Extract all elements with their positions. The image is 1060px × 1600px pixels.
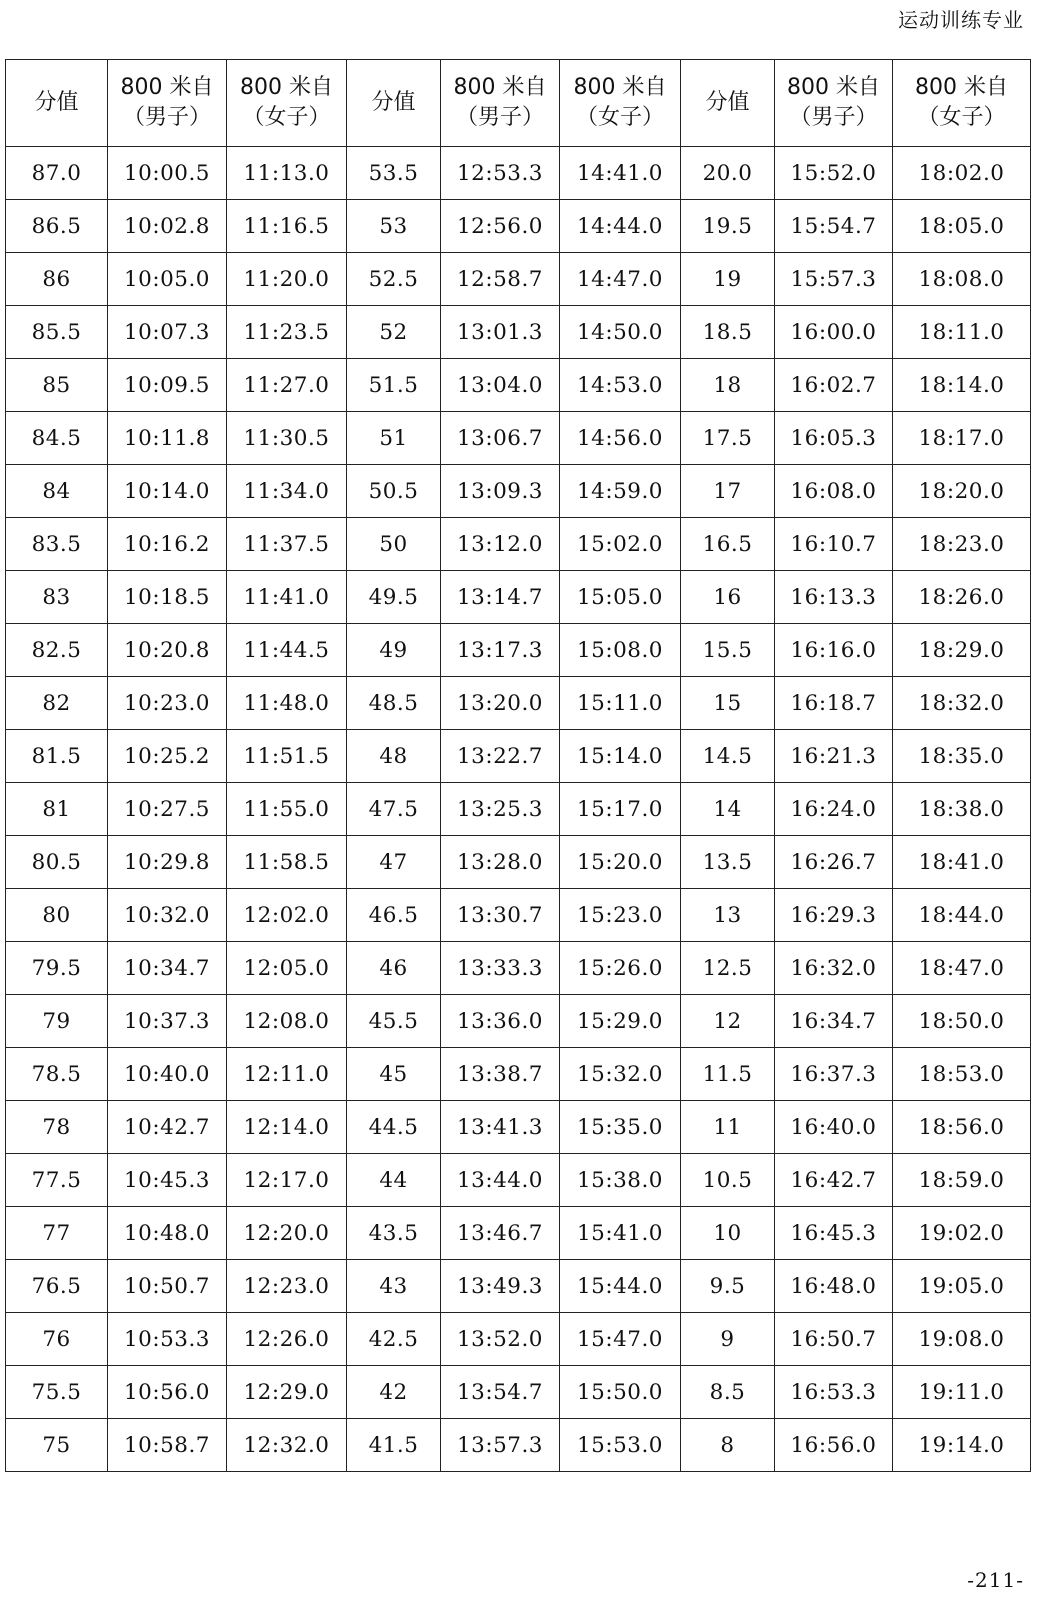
time-cell: 16:32.0 bbox=[775, 942, 893, 995]
score-cell: 12 bbox=[681, 995, 775, 1048]
score-cell: 9.5 bbox=[681, 1260, 775, 1313]
time-cell: 18:38.0 bbox=[893, 783, 1031, 836]
time-cell: 11:34.0 bbox=[227, 465, 347, 518]
time-cell: 12:56.0 bbox=[441, 200, 560, 253]
time-cell: 10:25.2 bbox=[108, 730, 227, 783]
time-cell: 10:20.8 bbox=[108, 624, 227, 677]
score-cell: 17.5 bbox=[681, 412, 775, 465]
page-number: -211- bbox=[967, 1568, 1024, 1592]
table-row bbox=[6, 465, 1031, 518]
time-cell: 15:26.0 bbox=[560, 942, 681, 995]
time-cell: 19:08.0 bbox=[893, 1313, 1031, 1366]
time-cell: 16:16.0 bbox=[775, 624, 893, 677]
time-cell: 10:23.0 bbox=[108, 677, 227, 730]
score-cell: 11 bbox=[681, 1101, 775, 1154]
score-cell: 44 bbox=[347, 1154, 441, 1207]
time-cell: 19:14.0 bbox=[893, 1419, 1031, 1472]
time-cell: 14:47.0 bbox=[560, 253, 681, 306]
time-cell: 14:56.0 bbox=[560, 412, 681, 465]
time-cell: 11:51.5 bbox=[227, 730, 347, 783]
time-cell: 10:09.5 bbox=[108, 359, 227, 412]
time-cell: 12:14.0 bbox=[227, 1101, 347, 1154]
score-cell: 15.5 bbox=[681, 624, 775, 677]
time-cell: 11:30.5 bbox=[227, 412, 347, 465]
table-row bbox=[6, 995, 1031, 1048]
score-cell: 80.5 bbox=[6, 836, 108, 889]
time-cell: 15:29.0 bbox=[560, 995, 681, 1048]
score-cell: 51 bbox=[347, 412, 441, 465]
score-cell: 77 bbox=[6, 1207, 108, 1260]
time-cell: 16:42.7 bbox=[775, 1154, 893, 1207]
time-cell: 13:04.0 bbox=[441, 359, 560, 412]
running-header-section-title: 运动训练专业 bbox=[898, 8, 1024, 32]
time-cell: 15:14.0 bbox=[560, 730, 681, 783]
column-header-line1: 800 米自 bbox=[120, 75, 214, 100]
score-cell: 16.5 bbox=[681, 518, 775, 571]
time-cell: 10:37.3 bbox=[108, 995, 227, 1048]
time-cell: 18:05.0 bbox=[893, 200, 1031, 253]
time-cell: 13:09.3 bbox=[441, 465, 560, 518]
column-header-line1: 800 米自 bbox=[787, 75, 880, 100]
time-cell: 16:37.3 bbox=[775, 1048, 893, 1101]
time-cell: 15:47.0 bbox=[560, 1313, 681, 1366]
score-cell: 13.5 bbox=[681, 836, 775, 889]
score-cell: 13 bbox=[681, 889, 775, 942]
time-cell: 18:11.0 bbox=[893, 306, 1031, 359]
score-cell: 44.5 bbox=[347, 1101, 441, 1154]
time-cell: 12:02.0 bbox=[227, 889, 347, 942]
score-cell: 87.0 bbox=[6, 147, 108, 200]
score-cell: 78.5 bbox=[6, 1048, 108, 1101]
time-cell: 12:58.7 bbox=[441, 253, 560, 306]
time-cell: 18:26.0 bbox=[893, 571, 1031, 624]
time-cell: 13:22.7 bbox=[441, 730, 560, 783]
score-cell: 46 bbox=[347, 942, 441, 995]
time-cell: 15:41.0 bbox=[560, 1207, 681, 1260]
time-cell: 16:24.0 bbox=[775, 783, 893, 836]
score-cell: 18.5 bbox=[681, 306, 775, 359]
time-cell: 12:32.0 bbox=[227, 1419, 347, 1472]
time-cell: 18:59.0 bbox=[893, 1154, 1031, 1207]
score-cell: 8.5 bbox=[681, 1366, 775, 1419]
table-row bbox=[6, 730, 1031, 783]
time-cell: 13:57.3 bbox=[441, 1419, 560, 1472]
time-cell: 16:02.7 bbox=[775, 359, 893, 412]
time-cell: 13:14.7 bbox=[441, 571, 560, 624]
column-header-line2: （女子） bbox=[575, 105, 664, 130]
score-cell: 50 bbox=[347, 518, 441, 571]
time-cell: 10:05.0 bbox=[108, 253, 227, 306]
time-cell: 12:53.3 bbox=[441, 147, 560, 200]
time-cell: 13:38.7 bbox=[441, 1048, 560, 1101]
time-cell: 15:54.7 bbox=[775, 200, 893, 253]
time-cell: 10:42.7 bbox=[108, 1101, 227, 1154]
time-cell: 18:29.0 bbox=[893, 624, 1031, 677]
time-cell: 15:23.0 bbox=[560, 889, 681, 942]
column-header bbox=[227, 60, 347, 147]
score-cell: 19.5 bbox=[681, 200, 775, 253]
time-cell: 19:11.0 bbox=[893, 1366, 1031, 1419]
time-cell: 10:45.3 bbox=[108, 1154, 227, 1207]
time-cell: 18:35.0 bbox=[893, 730, 1031, 783]
column-header bbox=[893, 60, 1031, 147]
column-header-line1: 800 米自 bbox=[573, 75, 667, 100]
time-cell: 10:18.5 bbox=[108, 571, 227, 624]
score-cell: 79.5 bbox=[6, 942, 108, 995]
score-cell: 42 bbox=[347, 1366, 441, 1419]
time-cell: 16:13.3 bbox=[775, 571, 893, 624]
time-cell: 16:45.3 bbox=[775, 1207, 893, 1260]
time-cell: 13:54.7 bbox=[441, 1366, 560, 1419]
time-cell: 15:08.0 bbox=[560, 624, 681, 677]
score-cell: 17 bbox=[681, 465, 775, 518]
time-cell: 10:56.0 bbox=[108, 1366, 227, 1419]
column-header bbox=[6, 60, 108, 147]
time-cell: 16:00.0 bbox=[775, 306, 893, 359]
column-header bbox=[441, 60, 560, 147]
score-cell: 79 bbox=[6, 995, 108, 1048]
time-cell: 13:46.7 bbox=[441, 1207, 560, 1260]
score-cell: 43 bbox=[347, 1260, 441, 1313]
table-row bbox=[6, 942, 1031, 995]
time-cell: 14:50.0 bbox=[560, 306, 681, 359]
table-row bbox=[6, 571, 1031, 624]
table-row bbox=[6, 1101, 1031, 1154]
time-cell: 19:02.0 bbox=[893, 1207, 1031, 1260]
time-cell: 18:50.0 bbox=[893, 995, 1031, 1048]
score-cell: 42.5 bbox=[347, 1313, 441, 1366]
time-cell: 18:02.0 bbox=[893, 147, 1031, 200]
score-cell: 49 bbox=[347, 624, 441, 677]
time-cell: 11:44.5 bbox=[227, 624, 347, 677]
score-cell: 20.0 bbox=[681, 147, 775, 200]
table-row bbox=[6, 677, 1031, 730]
table-row bbox=[6, 1419, 1031, 1472]
score-cell: 86 bbox=[6, 253, 108, 306]
time-cell: 18:32.0 bbox=[893, 677, 1031, 730]
time-cell: 11:13.0 bbox=[227, 147, 347, 200]
score-cell: 9 bbox=[681, 1313, 775, 1366]
column-header-line2: （男子） bbox=[789, 105, 878, 130]
time-cell: 13:20.0 bbox=[441, 677, 560, 730]
table-row bbox=[6, 1313, 1031, 1366]
column-header-line2: （男子） bbox=[122, 105, 211, 130]
score-cell: 19 bbox=[681, 253, 775, 306]
table-header-row bbox=[6, 60, 1031, 147]
time-cell: 18:47.0 bbox=[893, 942, 1031, 995]
score-cell: 43.5 bbox=[347, 1207, 441, 1260]
table-row bbox=[6, 1154, 1031, 1207]
score-cell: 49.5 bbox=[347, 571, 441, 624]
column-header-line2: （女子） bbox=[917, 105, 1006, 130]
time-cell: 15:32.0 bbox=[560, 1048, 681, 1101]
time-cell: 18:08.0 bbox=[893, 253, 1031, 306]
time-cell: 16:10.7 bbox=[775, 518, 893, 571]
column-header bbox=[108, 60, 227, 147]
time-cell: 13:17.3 bbox=[441, 624, 560, 677]
column-header bbox=[560, 60, 681, 147]
time-cell: 11:16.5 bbox=[227, 200, 347, 253]
time-cell: 12:17.0 bbox=[227, 1154, 347, 1207]
time-cell: 13:25.3 bbox=[441, 783, 560, 836]
time-cell: 15:50.0 bbox=[560, 1366, 681, 1419]
time-cell: 13:06.7 bbox=[441, 412, 560, 465]
column-header-line1: 分值 bbox=[371, 90, 416, 115]
time-cell: 10:02.8 bbox=[108, 200, 227, 253]
time-cell: 13:52.0 bbox=[441, 1313, 560, 1366]
time-cell: 14:53.0 bbox=[560, 359, 681, 412]
table-body bbox=[6, 147, 1031, 1472]
time-cell: 15:57.3 bbox=[775, 253, 893, 306]
table-row bbox=[6, 359, 1031, 412]
time-cell: 16:26.7 bbox=[775, 836, 893, 889]
time-cell: 18:44.0 bbox=[893, 889, 1031, 942]
score-cell: 14.5 bbox=[681, 730, 775, 783]
time-cell: 13:49.3 bbox=[441, 1260, 560, 1313]
table-row bbox=[6, 518, 1031, 571]
score-cell: 15 bbox=[681, 677, 775, 730]
time-cell: 13:33.3 bbox=[441, 942, 560, 995]
time-cell: 11:37.5 bbox=[227, 518, 347, 571]
column-header-line1: 800 米自 bbox=[915, 75, 1008, 100]
time-cell: 13:28.0 bbox=[441, 836, 560, 889]
score-cell: 14 bbox=[681, 783, 775, 836]
table-row bbox=[6, 1207, 1031, 1260]
time-cell: 16:40.0 bbox=[775, 1101, 893, 1154]
time-cell: 15:05.0 bbox=[560, 571, 681, 624]
column-header-line1: 分值 bbox=[705, 90, 750, 115]
score-cell: 18 bbox=[681, 359, 775, 412]
score-cell: 86.5 bbox=[6, 200, 108, 253]
score-cell: 11.5 bbox=[681, 1048, 775, 1101]
table-row bbox=[6, 200, 1031, 253]
time-cell: 13:36.0 bbox=[441, 995, 560, 1048]
time-cell: 16:29.3 bbox=[775, 889, 893, 942]
time-cell: 15:38.0 bbox=[560, 1154, 681, 1207]
score-cell: 10.5 bbox=[681, 1154, 775, 1207]
time-cell: 18:20.0 bbox=[893, 465, 1031, 518]
score-cell: 10 bbox=[681, 1207, 775, 1260]
time-cell: 15:35.0 bbox=[560, 1101, 681, 1154]
time-cell: 14:59.0 bbox=[560, 465, 681, 518]
time-cell: 12:11.0 bbox=[227, 1048, 347, 1101]
score-cell: 52 bbox=[347, 306, 441, 359]
time-cell: 18:14.0 bbox=[893, 359, 1031, 412]
time-cell: 10:48.0 bbox=[108, 1207, 227, 1260]
time-cell: 15:20.0 bbox=[560, 836, 681, 889]
score-cell: 84 bbox=[6, 465, 108, 518]
time-cell: 13:01.3 bbox=[441, 306, 560, 359]
time-cell: 15:52.0 bbox=[775, 147, 893, 200]
score-cell: 81.5 bbox=[6, 730, 108, 783]
column-header-line2: （男子） bbox=[455, 105, 544, 130]
column-header-line1: 分值 bbox=[34, 90, 79, 115]
time-cell: 11:23.5 bbox=[227, 306, 347, 359]
time-cell: 15:11.0 bbox=[560, 677, 681, 730]
time-cell: 10:58.7 bbox=[108, 1419, 227, 1472]
score-cell: 8 bbox=[681, 1419, 775, 1472]
time-cell: 11:55.0 bbox=[227, 783, 347, 836]
time-cell: 16:34.7 bbox=[775, 995, 893, 1048]
time-cell: 11:41.0 bbox=[227, 571, 347, 624]
column-header bbox=[347, 60, 441, 147]
score-cell: 53.5 bbox=[347, 147, 441, 200]
table-row bbox=[6, 306, 1031, 359]
score-cell: 47 bbox=[347, 836, 441, 889]
score-cell: 76 bbox=[6, 1313, 108, 1366]
score-cell: 48.5 bbox=[347, 677, 441, 730]
time-cell: 10:11.8 bbox=[108, 412, 227, 465]
column-header-line2: （女子） bbox=[242, 105, 331, 130]
time-cell: 16:56.0 bbox=[775, 1419, 893, 1472]
time-cell: 15:17.0 bbox=[560, 783, 681, 836]
score-cell: 51.5 bbox=[347, 359, 441, 412]
table-row bbox=[6, 836, 1031, 889]
time-cell: 16:48.0 bbox=[775, 1260, 893, 1313]
score-cell: 53 bbox=[347, 200, 441, 253]
time-cell: 10:00.5 bbox=[108, 147, 227, 200]
time-cell: 12:23.0 bbox=[227, 1260, 347, 1313]
time-cell: 16:53.3 bbox=[775, 1366, 893, 1419]
time-cell: 10:27.5 bbox=[108, 783, 227, 836]
time-cell: 13:41.3 bbox=[441, 1101, 560, 1154]
time-cell: 18:56.0 bbox=[893, 1101, 1031, 1154]
table-row bbox=[6, 1260, 1031, 1313]
score-cell: 16 bbox=[681, 571, 775, 624]
time-cell: 10:07.3 bbox=[108, 306, 227, 359]
table-row bbox=[6, 889, 1031, 942]
score-cell: 45.5 bbox=[347, 995, 441, 1048]
score-cell: 48 bbox=[347, 730, 441, 783]
time-cell: 13:44.0 bbox=[441, 1154, 560, 1207]
time-cell: 10:53.3 bbox=[108, 1313, 227, 1366]
time-cell: 11:48.0 bbox=[227, 677, 347, 730]
score-cell: 80 bbox=[6, 889, 108, 942]
table-row bbox=[6, 1366, 1031, 1419]
score-cell: 12.5 bbox=[681, 942, 775, 995]
time-cell: 14:44.0 bbox=[560, 200, 681, 253]
time-cell: 18:41.0 bbox=[893, 836, 1031, 889]
time-cell: 13:30.7 bbox=[441, 889, 560, 942]
score-cell: 52.5 bbox=[347, 253, 441, 306]
score-cell: 41.5 bbox=[347, 1419, 441, 1472]
time-cell: 12:26.0 bbox=[227, 1313, 347, 1366]
time-cell: 19:05.0 bbox=[893, 1260, 1031, 1313]
column-header-line1: 800 米自 bbox=[453, 75, 547, 100]
column-header-line1: 800 米自 bbox=[240, 75, 333, 100]
time-cell: 12:08.0 bbox=[227, 995, 347, 1048]
time-cell: 16:18.7 bbox=[775, 677, 893, 730]
time-cell: 12:20.0 bbox=[227, 1207, 347, 1260]
column-header bbox=[775, 60, 893, 147]
time-cell: 15:02.0 bbox=[560, 518, 681, 571]
score-cell: 47.5 bbox=[347, 783, 441, 836]
time-cell: 10:40.0 bbox=[108, 1048, 227, 1101]
score-cell: 85.5 bbox=[6, 306, 108, 359]
time-cell: 12:29.0 bbox=[227, 1366, 347, 1419]
score-cell: 83 bbox=[6, 571, 108, 624]
table-row bbox=[6, 147, 1031, 200]
score-cell: 50.5 bbox=[347, 465, 441, 518]
time-cell: 14:41.0 bbox=[560, 147, 681, 200]
table-row bbox=[6, 783, 1031, 836]
time-cell: 16:21.3 bbox=[775, 730, 893, 783]
score-table bbox=[5, 59, 1031, 1472]
table-row bbox=[6, 1048, 1031, 1101]
score-cell: 45 bbox=[347, 1048, 441, 1101]
score-cell: 81 bbox=[6, 783, 108, 836]
time-cell: 10:29.8 bbox=[108, 836, 227, 889]
time-cell: 13:12.0 bbox=[441, 518, 560, 571]
score-cell: 75 bbox=[6, 1419, 108, 1472]
score-cell: 75.5 bbox=[6, 1366, 108, 1419]
score-cell: 83.5 bbox=[6, 518, 108, 571]
time-cell: 18:23.0 bbox=[893, 518, 1031, 571]
table-row bbox=[6, 412, 1031, 465]
time-cell: 10:34.7 bbox=[108, 942, 227, 995]
score-cell: 77.5 bbox=[6, 1154, 108, 1207]
time-cell: 16:05.3 bbox=[775, 412, 893, 465]
time-cell: 10:32.0 bbox=[108, 889, 227, 942]
table-row bbox=[6, 253, 1031, 306]
time-cell: 11:20.0 bbox=[227, 253, 347, 306]
time-cell: 15:44.0 bbox=[560, 1260, 681, 1313]
time-cell: 16:08.0 bbox=[775, 465, 893, 518]
time-cell: 11:58.5 bbox=[227, 836, 347, 889]
time-cell: 15:53.0 bbox=[560, 1419, 681, 1472]
time-cell: 10:16.2 bbox=[108, 518, 227, 571]
score-cell: 82.5 bbox=[6, 624, 108, 677]
time-cell: 18:53.0 bbox=[893, 1048, 1031, 1101]
score-cell: 82 bbox=[6, 677, 108, 730]
time-cell: 18:17.0 bbox=[893, 412, 1031, 465]
score-cell: 85 bbox=[6, 359, 108, 412]
score-cell: 78 bbox=[6, 1101, 108, 1154]
time-cell: 12:05.0 bbox=[227, 942, 347, 995]
time-cell: 11:27.0 bbox=[227, 359, 347, 412]
score-cell: 84.5 bbox=[6, 412, 108, 465]
score-cell: 76.5 bbox=[6, 1260, 108, 1313]
time-cell: 16:50.7 bbox=[775, 1313, 893, 1366]
score-cell: 46.5 bbox=[347, 889, 441, 942]
time-cell: 10:14.0 bbox=[108, 465, 227, 518]
time-cell: 10:50.7 bbox=[108, 1260, 227, 1313]
table-row bbox=[6, 624, 1031, 677]
column-header bbox=[681, 60, 775, 147]
